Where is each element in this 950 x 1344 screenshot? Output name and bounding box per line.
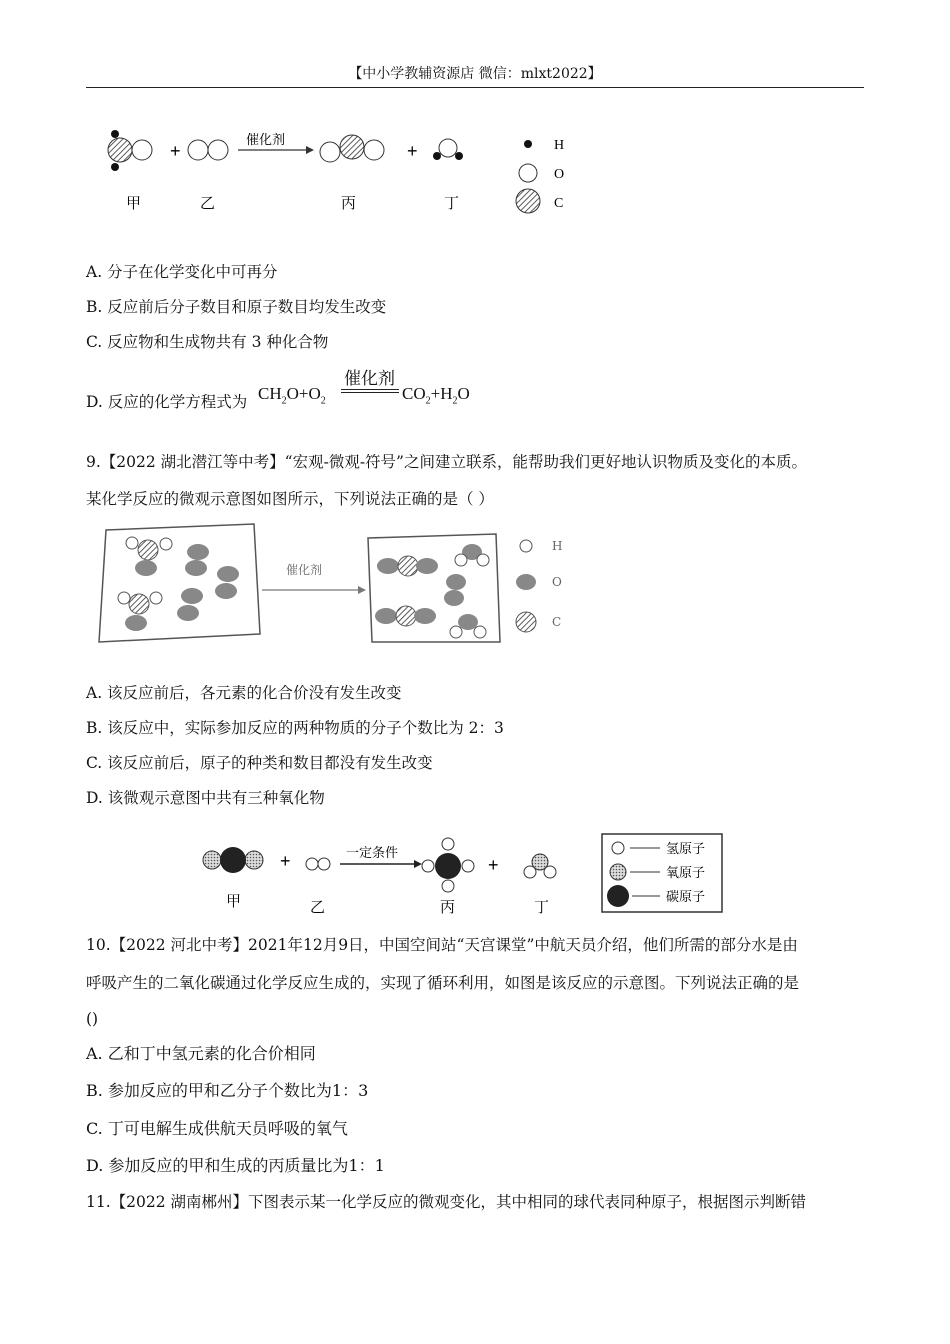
q9-option-c: C. 该反应前后，原子的种类和数目都没有发生改变 (86, 754, 433, 772)
reaction-diagram-q9 (96, 522, 576, 647)
q9-legend-h: H (552, 539, 563, 553)
legend-o: O (554, 167, 565, 182)
equation-products: $CO_2+H_2O$ (402, 384, 470, 407)
condition-label: 一定条件 (346, 846, 399, 861)
svg-text:+: + (170, 141, 181, 161)
molecule-yi (188, 140, 228, 160)
q9-stem-line2: 某化学反应的微观示意图如图所示，下列说法正确的是（ ） (86, 490, 494, 508)
legend-hydrogen: 氢原子 (666, 842, 706, 857)
q10-label-ding: 丁 (534, 898, 550, 916)
q10-stem-line3: () (86, 1010, 99, 1028)
legend-oxygen: 氧原子 (666, 866, 706, 881)
q8-option-d: D. 反应的化学方程式为 (86, 393, 248, 411)
equation-reactants: $CH_2O+O_2$ (258, 384, 326, 407)
q8-option-b: B. 反应前后分子数目和原子数目均发生改变 (86, 298, 387, 316)
q8-option-c: C. 反应物和生成物共有 3 种化合物 (86, 333, 329, 351)
legend-carbon: 碳原子 (666, 890, 706, 905)
header-divider (86, 87, 864, 88)
catalyst-label: 催化剂 (246, 133, 286, 148)
label-yi: 乙 (200, 194, 216, 212)
q9-option-b: B. 该反应中，实际参加反应的两种物质的分子个数比为 2：3 (86, 719, 504, 737)
label-bing: 丙 (341, 194, 357, 212)
q10-option-a: A. 乙和丁中氢元素的化合价相同 (86, 1044, 316, 1063)
q10-stem-line2: 呼吸产生的二氧化碳通过化学反应生成的，实现了循环利用，如图是该反应的示意图。下列说法正确的是 (86, 974, 800, 992)
q9-option-d: D. 该微观示意图中共有三种氧化物 (86, 789, 325, 807)
svg-text:+: + (280, 851, 291, 871)
q10-label-jia: 甲 (226, 892, 242, 910)
q10-label-bing: 丙 (440, 898, 456, 916)
q10-label-yi: 乙 (310, 898, 326, 916)
q11-stem-line1: 11.【2022 湖南郴州】下图表示某一化学反应的微观变化，其中相同的球代表同种原子，根据图示判断错 (86, 1193, 807, 1211)
q10-stem-line1: 10.【2022 河北中考】2021年12月9日，中国空间站“天宫课堂”中航天员介绍，他们所需的部分水是由 (86, 936, 798, 954)
chemical-equation (258, 364, 498, 414)
molecule-bing (320, 135, 384, 162)
label-jia: 甲 (126, 194, 142, 212)
page-header: 【中小学教辅资源店 微信：mlxt2022】 (348, 66, 602, 82)
molecule-jia (108, 130, 152, 171)
reaction-diagram-q10 (198, 826, 728, 918)
q9-legend-c: C (552, 615, 562, 629)
q10-option-c: C. 丁可电解生成供航天员呼吸的氧气 (86, 1119, 348, 1138)
legend-h: H (554, 138, 565, 153)
legend-c: C (554, 196, 564, 211)
molecule-ding (433, 139, 463, 160)
svg-text:+: + (407, 141, 418, 161)
q8-option-a: A. 分子在化学变化中可再分 (86, 263, 278, 281)
q9-legend-o: O (552, 575, 562, 589)
equation-catalyst: 催化剂 (344, 369, 395, 388)
reaction-diagram-q8 (96, 120, 586, 220)
q9-option-a: A. 该反应前后，各元素的化合价没有发生改变 (86, 684, 402, 702)
q9-stem-line1: 9.【2022 湖北潜江等中考】“宏观-微观-符号”之间建立联系，能帮助我们更好地认识物质及变化的本质。 (86, 453, 807, 471)
q10-option-d: D. 参加反应的甲和生成的丙质量比为1：1 (86, 1156, 385, 1175)
label-ding: 丁 (444, 194, 460, 212)
svg-text:+: + (488, 855, 499, 875)
q10-option-b: B. 参加反应的甲和乙分子个数比为1：3 (86, 1081, 369, 1100)
q9-catalyst-label: 催化剂 (286, 563, 323, 577)
